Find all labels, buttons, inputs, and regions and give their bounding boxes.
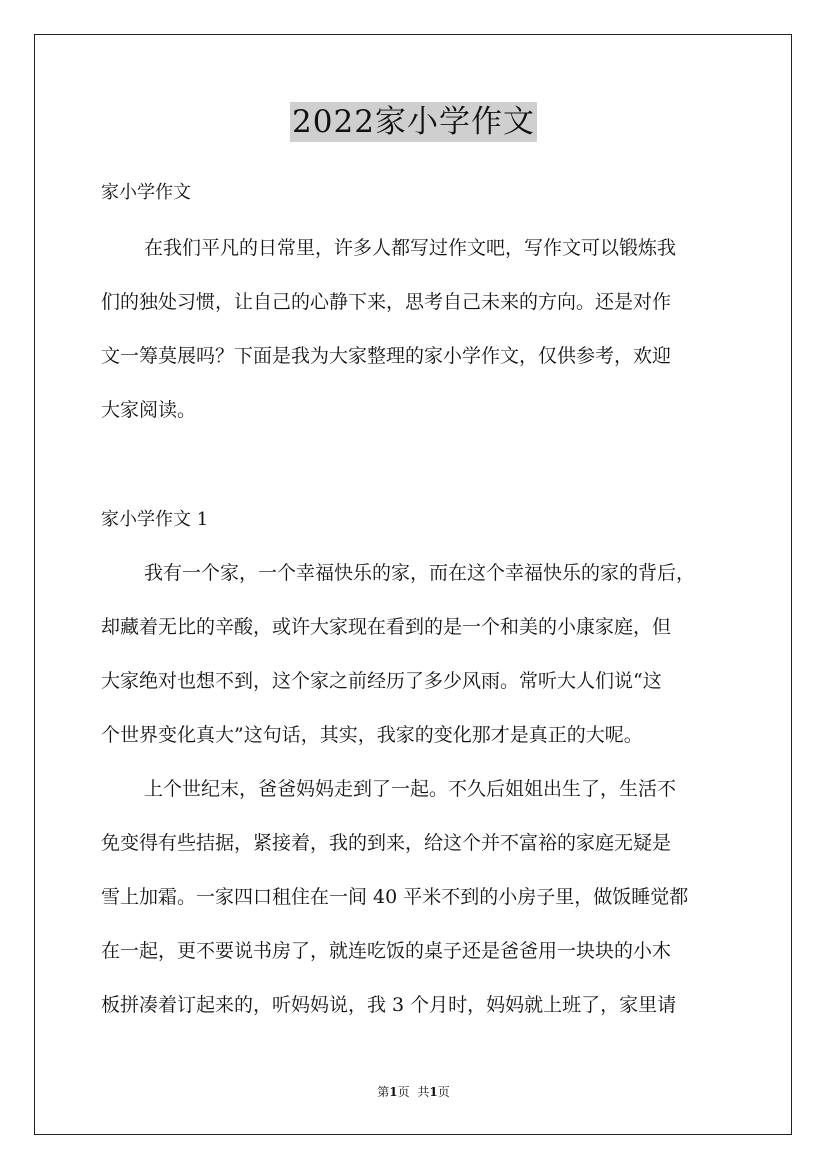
intro-heading: 家小学作文	[101, 182, 191, 203]
page-number-suffix: 页	[397, 1085, 410, 1099]
paragraph-line: 我有一个家，一个幸福快乐的家，而在这个幸福快乐的家的背后，	[144, 562, 696, 584]
page-total-prefix: 共	[417, 1085, 430, 1099]
document-title	[0, 102, 827, 142]
document-title-text: 2022家小学作文	[292, 104, 535, 140]
paragraph-line: 在一起，更不要说书房了，就连吃饭的桌子还是爸爸用一块块的小木	[101, 940, 672, 962]
section-heading: 家小学作文 1	[101, 509, 209, 530]
paragraph-line: 大家绝对也想不到，这个家之前经历了多少风雨。常听大人们说“这	[101, 670, 662, 692]
page-total: 1	[429, 1085, 438, 1099]
paragraph-line: 们的独处习惯，让自己的心静下来，思考自己未来的方向。还是对作	[101, 291, 672, 313]
paragraph-line: 上个世纪末，爸爸妈妈走到了一起。不久后姐姐出生了，生活不	[144, 778, 677, 800]
paragraph-line: 板拼凑着订起来的，听妈妈说，我 3 个月时，妈妈就上班了，家里请	[101, 994, 677, 1016]
paragraph-line: 在我们平凡的日常里，许多人都写过作文吧，写作文可以锻炼我	[144, 237, 677, 259]
page-number: 1	[389, 1085, 398, 1099]
paragraph-line: 免变得有些拮据，紧接着，我的到来，给这个并不富裕的家庭无疑是	[101, 832, 672, 854]
page-number-prefix: 第	[377, 1085, 390, 1099]
paragraph-line: 个世界变化真大”这句话，其实，我家的变化那才是真正的大呢。	[101, 724, 643, 746]
paragraph-line: 雪上加霜。一家四口租住在一间 40 平米不到的小房子里，做饭睡觉都	[101, 886, 689, 908]
paragraph-line: 却藏着无比的辛酸，或许大家现在看到的是一个和美的小康家庭，但	[101, 616, 672, 638]
paragraph-line: 大家阅读。	[101, 399, 197, 421]
page-footer	[0, 1085, 827, 1099]
page-total-suffix: 页	[437, 1085, 450, 1099]
paragraph-line: 文一筹莫展吗？下面是我为大家整理的家小学作文，仅供参考，欢迎	[101, 345, 672, 367]
